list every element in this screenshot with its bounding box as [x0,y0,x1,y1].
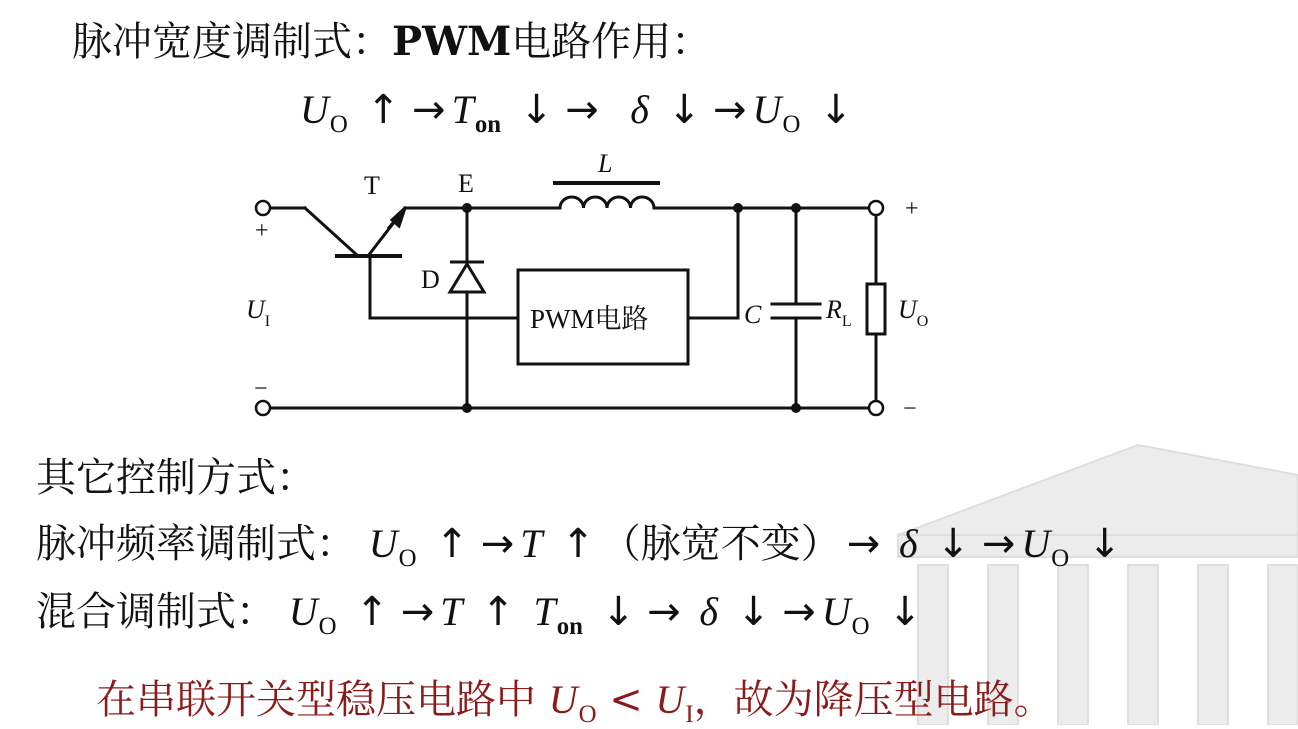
uo-symbol: $U_O$ [1021,521,1070,572]
t-symbol: T [440,589,463,634]
uo-symbol: $U_O$ [368,521,417,572]
terminal [869,401,883,415]
junction-dot [462,403,472,413]
transistor-collector [305,208,358,256]
right-arrow-icon: → [981,521,1016,567]
terminal [869,201,883,215]
ton-symbol: $T_{on}$ [533,589,583,640]
uo-symbol: $U_O$ [300,87,348,138]
uo-symbol: $U_O$ [752,87,801,138]
down-arrow-icon: ↓ [888,589,922,635]
conclusion-text: 在串联开关型稳压电路中 $U_O < U_I$，故为降压型电路。 [96,677,1054,728]
down-arrow-icon: ↓ [1087,521,1122,567]
down-arrow-icon: ↓ [519,87,554,133]
label-capacitor: C [744,300,762,329]
junction-dot [791,203,801,213]
ton-symbol: $T_{on}$ [451,87,502,138]
junction-dot [791,403,801,413]
label-inductor: L [598,149,613,178]
down-arrow-icon: ↓ [936,521,970,567]
up-arrow-icon: ↑ [366,87,401,133]
right-arrow-icon: → [782,589,816,635]
uo-symbol: $U_O$ [288,589,337,640]
down-arrow-icon: ↓ [819,87,853,133]
label-pwm-box: PWM电路 [530,304,649,334]
label-output-voltage: $U_O$ [898,295,929,330]
up-arrow-icon: ↑ [355,589,389,635]
ui-symbol: $U_I$ [655,677,694,728]
label-input-plus: + [255,218,269,244]
inductor-coil [560,197,654,208]
pwm-formula [300,86,859,139]
down-arrow-icon: ↓ [736,589,771,635]
uo-symbol: $U_O$ [821,589,870,640]
delta-symbol: δ [630,87,649,132]
right-arrow-icon: → [400,589,435,635]
pfm-formula: 脉冲频率调制式： $U_O$ ↑ → T ↑ （脉宽不变） → δ ↓ → $U_O$ ↓ [36,521,1122,572]
diode-triangle [450,264,484,292]
right-arrow-icon: → [412,87,446,133]
load-resistor [867,284,885,334]
other-modes-heading: 其它控制方式： [36,455,316,501]
delta-symbol: δ [899,521,918,566]
wire-feedback [688,208,738,318]
terminal [256,201,270,215]
label-output-minus: − [903,396,917,422]
down-arrow-icon: ↓ [667,87,702,133]
right-arrow-icon: → [480,521,515,567]
mixed-formula: 混合调制式： $U_O$ ↑ → T ↑ $T_{on}$ ↓ → δ ↓ → $U_O$ ↓ [36,589,922,640]
label-input-voltage: $U_I$ [246,295,271,330]
down-arrow-icon: ↓ [601,589,636,635]
pfm-note: （脉宽不变） [600,521,841,567]
junction-dot [733,203,743,213]
page-title: 脉冲宽度调制式：PWM电路作用： [72,18,712,65]
t-symbol: T [520,521,543,566]
label-transistor: T [364,171,380,200]
wire-base [370,256,518,318]
label-node-e: E [458,169,474,198]
label-diode: D [421,265,440,294]
up-arrow-icon: ↑ [435,521,469,567]
transistor-arrow-head [392,208,405,226]
right-arrow-icon: → [647,589,681,635]
uo-symbol: $U_O$ [548,677,597,728]
less-than-sign: < [609,677,643,723]
up-arrow-icon: ↑ [561,521,595,567]
junction-dot [462,203,472,213]
right-arrow-icon: → [565,87,599,133]
up-arrow-icon: ↑ [481,589,515,635]
right-arrow-icon: → [713,87,747,133]
label-output-plus: + [905,196,919,222]
label-input-minus: − [254,376,268,402]
buck-converter-circuit [230,140,960,435]
delta-symbol: δ [699,589,718,634]
terminal [256,401,270,415]
right-arrow-icon: → [846,521,881,567]
label-load: $R_L$ [826,295,852,330]
